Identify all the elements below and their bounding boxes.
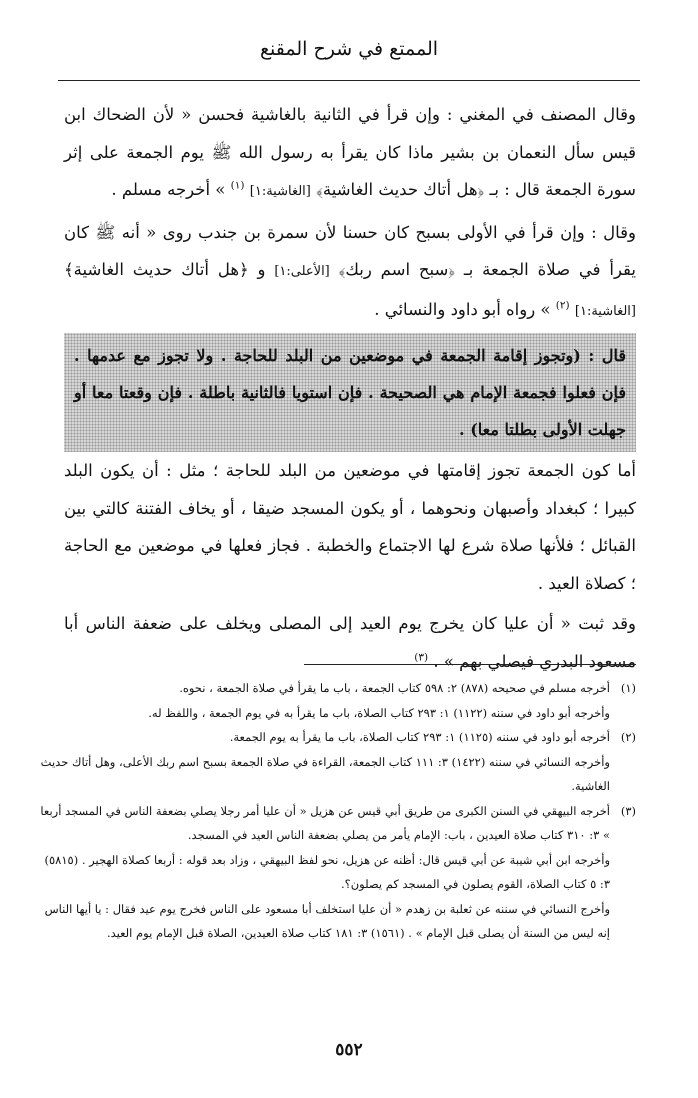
footnote-line: وأخرج النسائي في سننه عن ثعلبة بن زهدم « أن عليا استخلف أبا مسعود على الناس فخرج يوم عيد فقال : يا أيها الناس إنه ليس من السنة أن يصلى قبل الإمام » . (١٥٦١) ٣: ١٨١ كتاب صلاة العيدين، الصلاة قبل الإمام يوم العيد. (44, 901, 610, 940)
footnote-2 (40, 725, 636, 799)
footnote-line: وأخرجه أبو داود في سننه (١١٢٢) ١: ٢٩٣ كتاب الصلاة، باب ما يقرأ به في يوم الجمعة ، واللفظ له. (148, 705, 610, 720)
footnote-line: أخرجه البيهقي في السنن الكبرى من طريق أبي قيس عن هزيل « أن عليا أمر رجلا يصلي بضعفة الناس في المسجد أربعا » ٣: ٣١٠ كتاب صلاة العيدين ، باب: الإمام يأمر من يصلي بضعفة الناس العيد في المسجد. (40, 803, 610, 842)
footnote-number: (٣) (620, 803, 636, 818)
footnote-marker: (٢) (555, 299, 570, 311)
paragraph-text: وقال المصنف في المغني : وإن قرأ في الثانية بالغاشية فحسن « لأن الضحاك ابن قيس سأل النعمان بن بشير ماذا كان يقرأ به رسول الله ﷺ يوم الجمعة على إثر سورة الجمعة قال : بـ ﴿هل أتاك حديث الغاشية﴾ (64, 105, 636, 199)
paragraph-text-end: » أخرجه مسلم . (111, 180, 226, 199)
footnote-1 (40, 676, 636, 725)
footnote-line: وأخرجه ابن أبي شيبة عن أبي قيس قال: أظنه عن هزيل، نحو لفظ البيهقي ، وزاد بعد قوله : أربعا كصلاة الهجير . (٥٨١٥) ٣: ٥ كتاب الصلاة، القوم يصلون في المسجد كم يصلون؟. (44, 852, 610, 891)
footnote-line: وأخرجه النسائي في سننه (١٤٢٢) ٣: ١١١ كتاب الجمعة، القراءة في صلاة الجمعة بسبح اسم ربك الأعلى، وهل أتاك حديث الغاشية. (40, 754, 610, 793)
footnote-3 (40, 799, 636, 946)
running-header: الممتع في شرح المقنع (259, 38, 439, 60)
footnote-marker: (٣) (414, 651, 429, 663)
page-number: ٥٥٢ (335, 1040, 363, 1060)
paragraph-mughni-quote (64, 96, 636, 211)
footnote-line: أخرجه أبو داود في سننه (١١٢٥) ١: ٢٩٣ كتاب الصلاة، باب ما يقرأ به يوم الجمعة. (229, 730, 610, 744)
footnote-number: (٢) (620, 730, 636, 744)
paragraph-explanation: أما كون الجمعة تجوز إقامتها في موضعين من البلد للحاجة ؛ مثل : أن يكون البلد كبيرا ؛ كبغداد وأصبهان ونحوهما ، أو يكون المسجد ضيقا ، أو يخاف الفتنة كالتي بين القبائل ؛ فلأنها صلاة شرع لها الاجتماع والخطبة . فجاز فعلها في موضعين مع الحاجة ؛ كصلاة العيد . (64, 461, 636, 593)
footnote-body (40, 676, 610, 725)
verse-reference: [الغاشية:١] (574, 303, 636, 319)
footnote-body (40, 799, 610, 946)
footnote-marker: (١) (230, 179, 245, 192)
footnote-line: أخرجه مسلم في صحيحه (٨٧٨) ٢: ٥٩٨ كتاب الجمعة ، باب ما يقرأ في صلاة الجمعة ، نحوه. (179, 681, 610, 695)
footnote-divider (304, 664, 636, 665)
paragraph-ali-narration (64, 605, 636, 680)
header-divider (58, 80, 640, 81)
footnote-body (40, 725, 610, 799)
paragraph-text-mid: و ﴿هل أتاك حديث الغاشية﴾ (64, 260, 266, 279)
verse-reference: [الأعلى:١] (274, 264, 330, 279)
paragraph-samura-quote (64, 214, 636, 331)
verse-reference: [الغاشية:١] (249, 184, 311, 199)
footnotes-section (40, 676, 636, 946)
matn-highlighted-text: قال : (وتجوز إقامة الجمعة في موضعين من البلد للحاجة . ولا تجوز مع عدمها . فإن فعلوا فجمعة الإمام هي الصحيحة . فإن استويا فالثانية باطلة . فإن وقعتا معا أو جهلت الأولى بطلتا معا) . (64, 333, 636, 452)
footnote-number: (١) (620, 681, 636, 695)
paragraph-text: وقال : وإن قرأ في الأولى بسبح كان حسنا لأن سمرة بن جندب روى « أنه ﷺ كان يقرأ في صلاة الجمعة بـ ﴿سبح اسم ربك﴾ (64, 222, 636, 279)
main-text (64, 96, 636, 683)
paragraph-text: وقد ثبت « أن عليا كان يخرج يوم العيد إلى المصلى ويخلف على ضعفة الناس أبا مسعود البدري فيصلي بهم » . (64, 614, 636, 671)
paragraph-text-end: » رواه أبو داود والنسائي . (374, 299, 551, 319)
